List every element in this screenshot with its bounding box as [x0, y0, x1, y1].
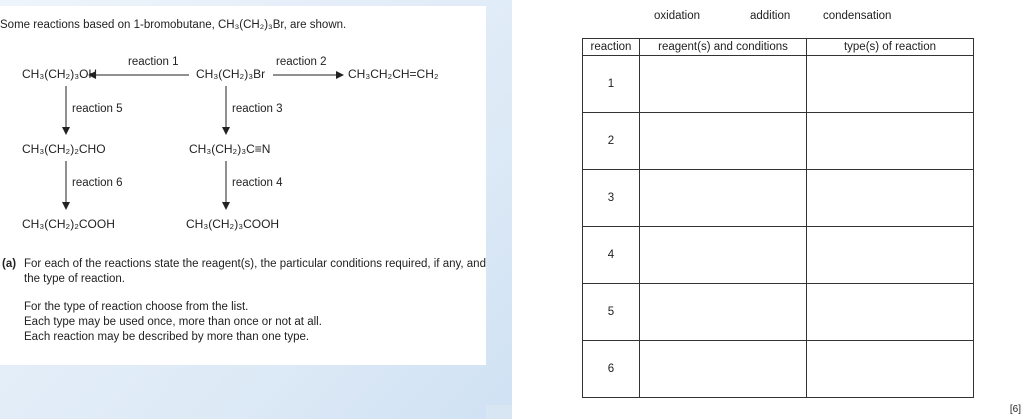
- reaction-number: 4: [583, 227, 640, 284]
- table-row: [583, 113, 974, 170]
- instruction-3: Each reaction may be described by more than one type.: [24, 331, 310, 343]
- instruction-1: For the type of reaction choose from the list.: [24, 301, 249, 313]
- reaction-scheme: [0, 46, 486, 246]
- reagents-answer-cell[interactable]: [640, 170, 807, 227]
- label-reaction-5: reaction 5: [72, 103, 123, 115]
- header-reaction: reaction: [583, 39, 640, 56]
- reaction-number: 1: [583, 56, 640, 113]
- answer-table: [582, 38, 974, 398]
- compound-butanoic-acid: CH₃(CH₂)₂COOH: [22, 217, 115, 231]
- compound-butanol: CH₃(CH₂)₃OH: [22, 67, 98, 81]
- type-answer-cell[interactable]: [807, 113, 974, 170]
- intro-text: Some reactions based on 1-bromobutane, CH₃(CH₂)₃Br, are shown.: [0, 19, 347, 31]
- type-answer-cell[interactable]: [807, 227, 974, 284]
- reaction-number: 2: [583, 113, 640, 170]
- type-condensation: condensation: [823, 10, 892, 22]
- type-answer-cell[interactable]: [807, 341, 974, 398]
- reagents-answer-cell[interactable]: [640, 56, 807, 113]
- header-reagents: reagent(s) and conditions: [640, 39, 807, 56]
- reagents-answer-cell[interactable]: [640, 113, 807, 170]
- table-row: [583, 170, 974, 227]
- instruction-2: Each type may be used once, more than once or not at all.: [24, 316, 322, 328]
- question-panel: [0, 6, 486, 365]
- reagents-answer-cell[interactable]: [640, 341, 807, 398]
- table-header-row: [583, 39, 974, 56]
- type-answer-cell[interactable]: [807, 284, 974, 341]
- table-row: [583, 284, 974, 341]
- reagents-answer-cell[interactable]: [640, 284, 807, 341]
- label-reaction-2: reaction 2: [276, 56, 327, 68]
- reaction-number: 6: [583, 341, 640, 398]
- compound-butanal: CH₃(CH₂)₂CHO: [22, 142, 106, 156]
- label-reaction-4: reaction 4: [232, 177, 283, 189]
- table-row: [583, 227, 974, 284]
- compound-pentanoic-acid: CH₃(CH₂)₃COOH: [186, 217, 280, 231]
- question-text: For each of the reactions state the reagent(s), the particular conditions required, if any, and the type of reaction.: [24, 258, 486, 285]
- header-types: type(s) of reaction: [807, 39, 974, 56]
- compound-butene: CH₃CH₂CH=CH₂: [348, 67, 439, 81]
- label-reaction-1: reaction 1: [128, 56, 179, 68]
- label-reaction-6: reaction 6: [72, 177, 123, 189]
- marks-total: [6]: [1009, 404, 1021, 415]
- reaction-number: 3: [583, 170, 640, 227]
- type-oxidation: oxidation: [654, 10, 701, 22]
- table-row: [583, 56, 974, 113]
- label-reaction-3: reaction 3: [232, 103, 283, 115]
- type-answer-cell[interactable]: [807, 170, 974, 227]
- type-answer-cell[interactable]: [807, 56, 974, 113]
- type-addition: addition: [750, 10, 791, 22]
- table-row: [583, 341, 974, 398]
- reaction-number: 5: [583, 284, 640, 341]
- compound-nitrile: CH₃(CH₂)₃C≡N: [189, 142, 271, 156]
- question-label: (a): [2, 258, 17, 270]
- compound-bromobutane: CH₃(CH₂)₃Br: [196, 67, 266, 81]
- question-part-a: [0, 257, 486, 345]
- reagents-answer-cell[interactable]: [640, 227, 807, 284]
- answer-panel: [512, 0, 1029, 419]
